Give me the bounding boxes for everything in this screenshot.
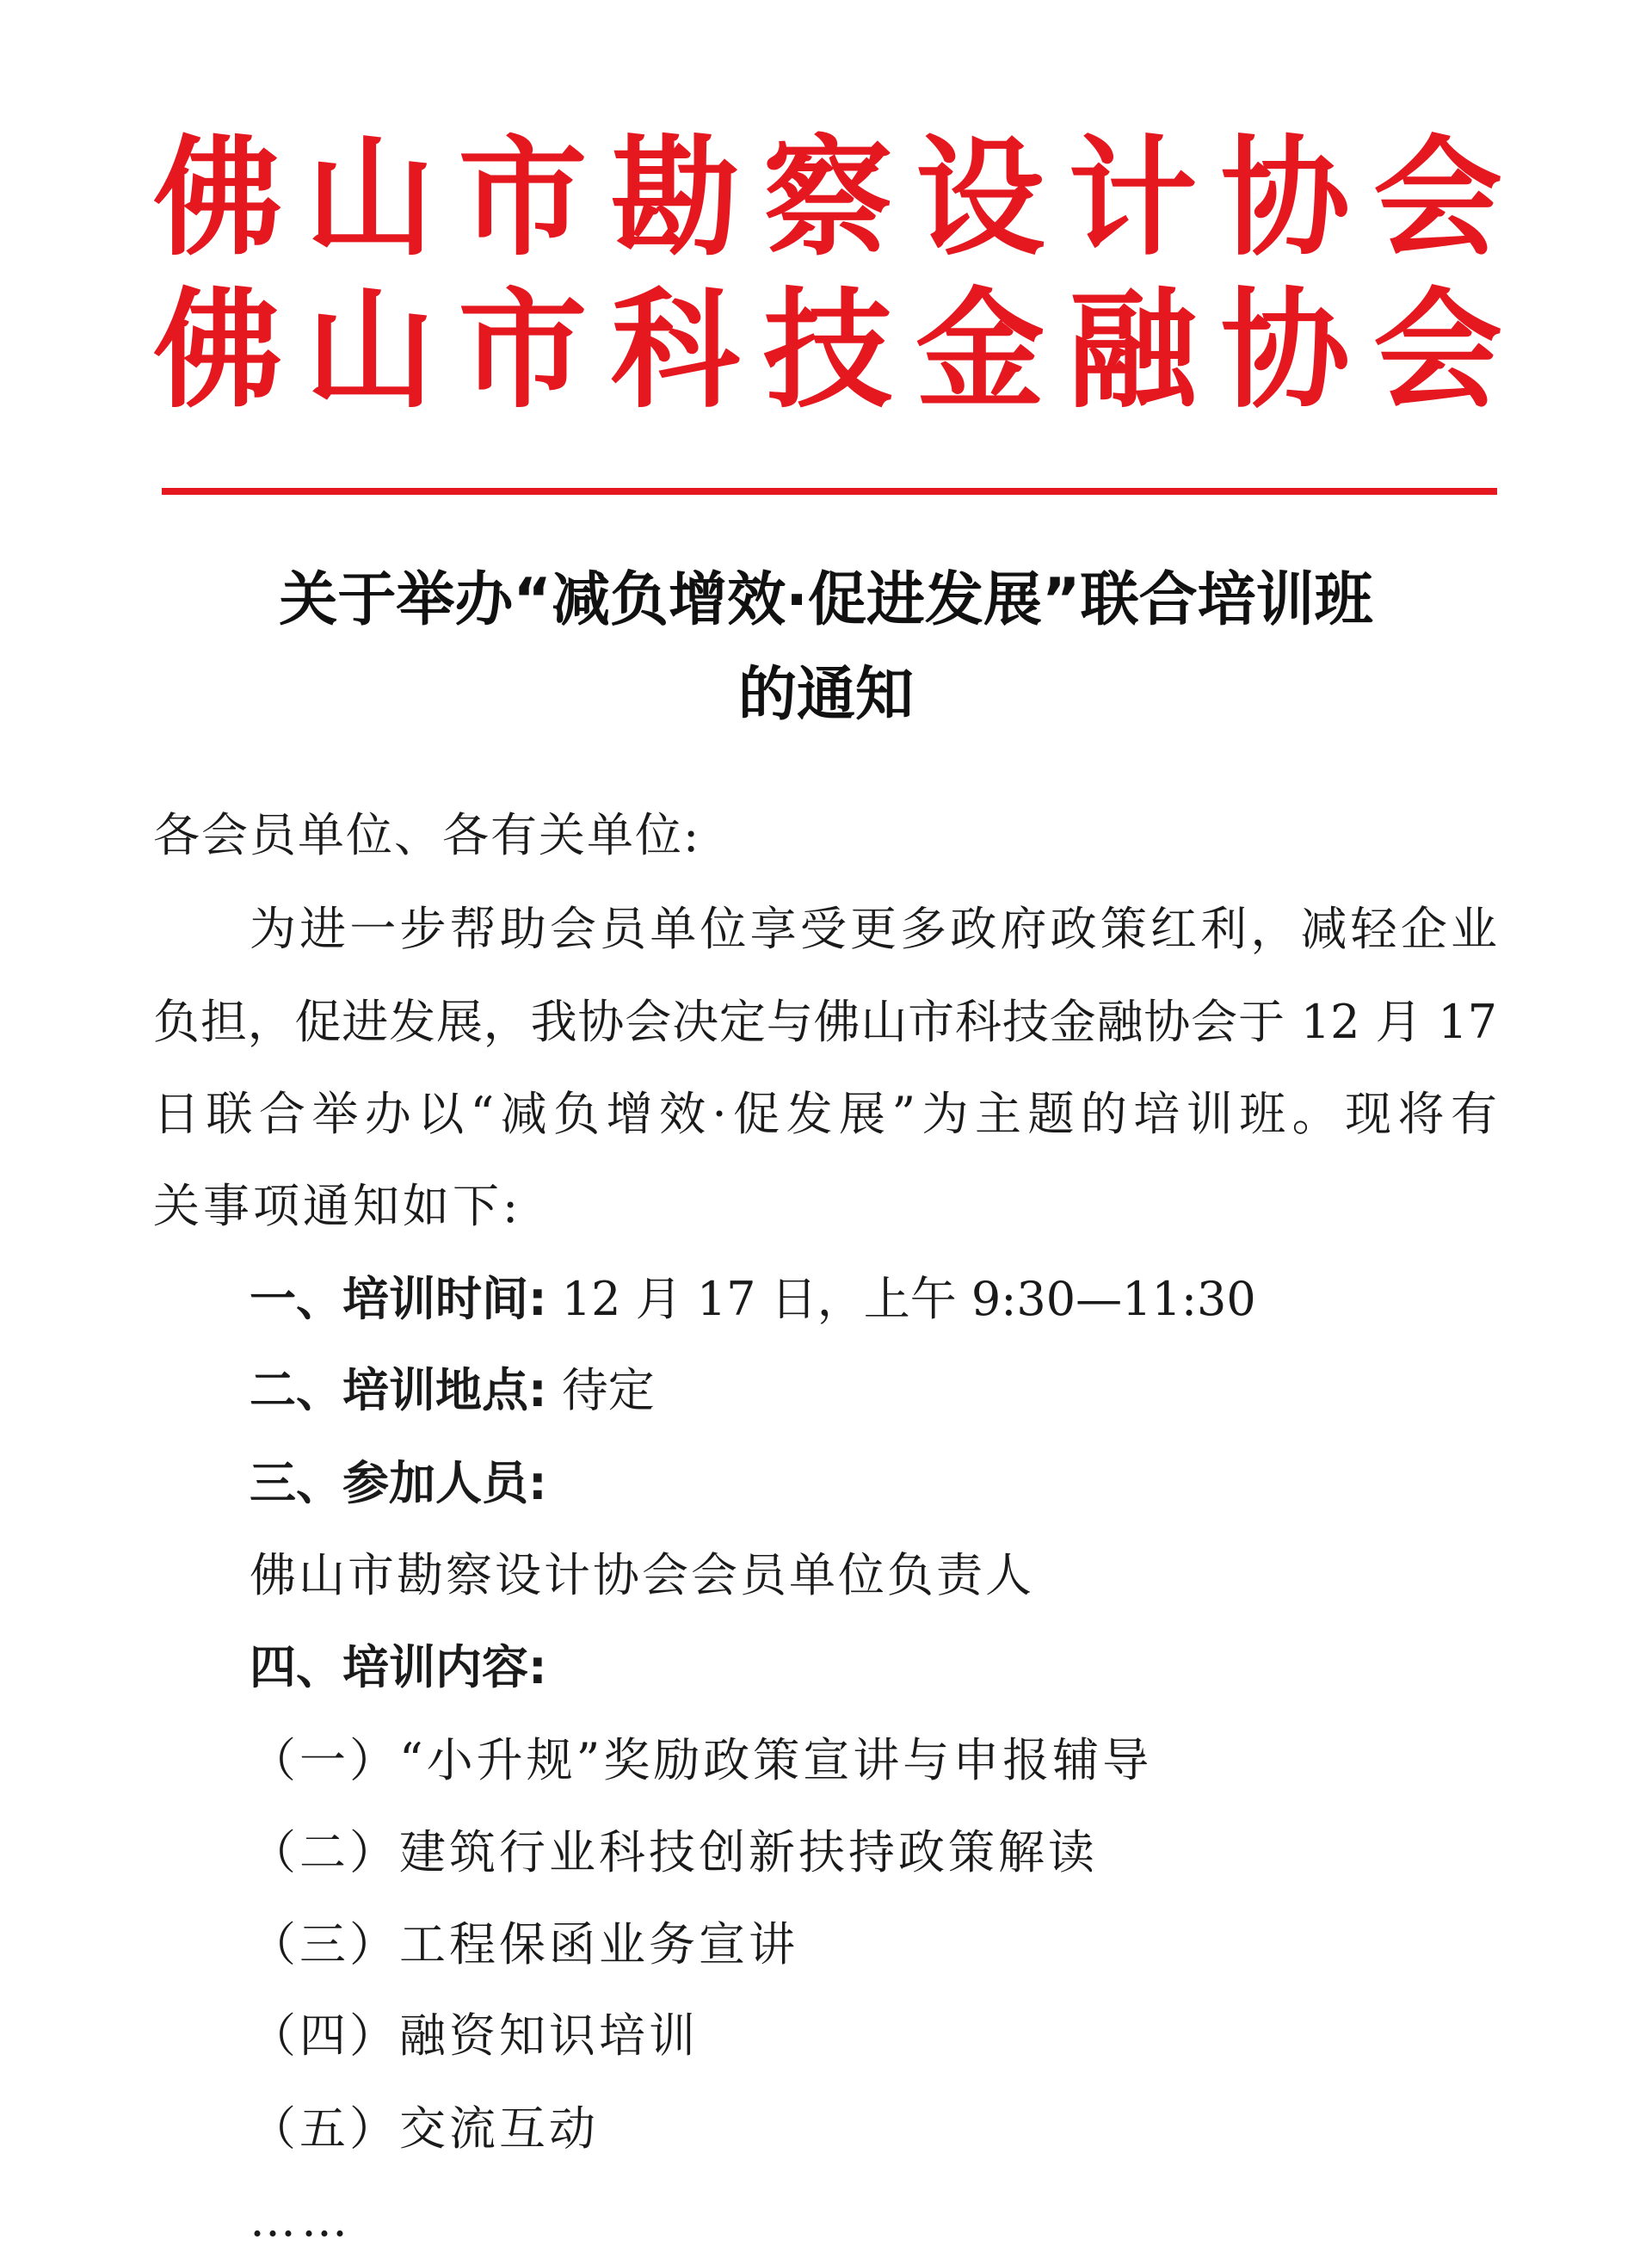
item-label: 一、培训时间: [250, 1272, 547, 1326]
masthead-org-2: 佛山市科技金融协会 [153, 275, 1502, 426]
content-item-2: （二）建筑行业科技创新扶持政策解读 [250, 1825, 1098, 1879]
ellipsis: …… [250, 2193, 353, 2247]
item-value: 12 月 17 日，上午 9:30—11:30 [546, 1272, 1256, 1326]
paragraph-line-4: 关事项通知如下: [153, 1179, 522, 1233]
attendees-text: 佛山市勘察设计协会会员单位负责人 [250, 1548, 1034, 1602]
red-divider-rule [162, 488, 1497, 495]
item-training-time [250, 1268, 1256, 1330]
paragraph-line-2: 负担，促进发展，我协会决定与佛山市科技金融协会于 12 月 17 [153, 995, 1497, 1049]
masthead-org-1: 佛山市勘察设计协会 [153, 122, 1502, 274]
content-heading: 四、培训内容: [250, 1640, 547, 1694]
paragraph-line-1: 为进一步帮助会员单位享受更多政府政策红利，减轻企业 [250, 902, 1497, 956]
item-label: 三、参加人员: [250, 1456, 547, 1510]
item-attendees [250, 1453, 547, 1515]
paragraph-line-3: 日联合举办以“减负增效·促发展”为主题的培训班。现将有 [153, 1087, 1497, 1141]
content-item-5: （五）交流互动 [250, 2101, 599, 2156]
content-item-4: （四）融资知识培训 [250, 2008, 699, 2063]
document-title-line-1: 关于举办“减负增效·促进发展”联合培训班 [279, 566, 1373, 634]
salutation: 各会员单位、各有关单位: [153, 808, 701, 862]
item-value: 待定 [546, 1363, 655, 1417]
item-label: 二、培训地点: [250, 1363, 547, 1417]
content-item-3: （三）工程保函业务宣讲 [250, 1917, 798, 1971]
item-training-location [250, 1360, 655, 1422]
document-title-line-2: 的通知 [737, 661, 914, 729]
content-item-1: （一）“小升规”奖励政策宣讲与申报辅导 [250, 1733, 1153, 1787]
